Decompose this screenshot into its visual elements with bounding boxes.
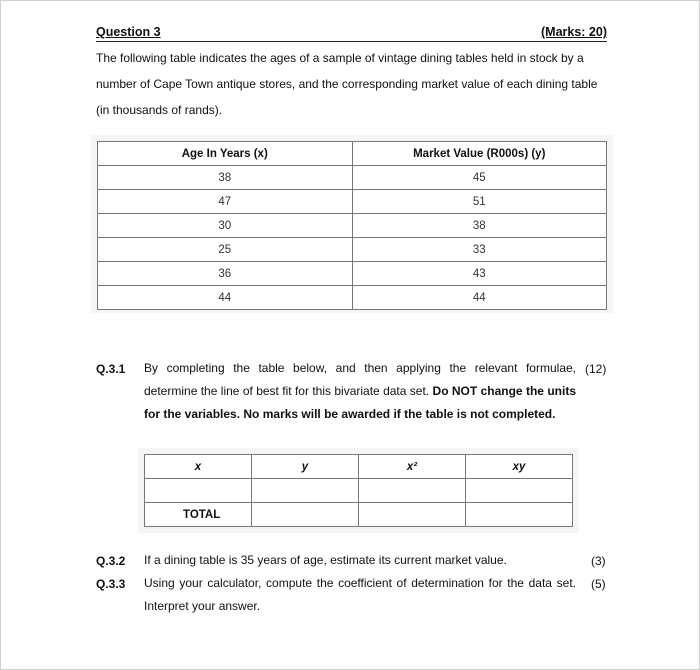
table-row [98, 238, 607, 262]
age-cell: 47 [98, 190, 353, 214]
question-title: Question 3 [96, 25, 161, 39]
data-table-header-row [98, 142, 607, 166]
work-table [144, 454, 573, 527]
header-xy: xy [466, 455, 573, 479]
empty-cell [466, 479, 573, 503]
table-row [98, 190, 607, 214]
table-row [98, 286, 607, 310]
header-x-squared: x² [359, 455, 466, 479]
value-cell: 51 [352, 190, 607, 214]
empty-cell [359, 479, 466, 503]
age-cell: 36 [98, 262, 353, 286]
table-row [145, 479, 573, 503]
header-y: y [252, 455, 359, 479]
question-marks: (Marks: 20) [541, 25, 607, 39]
q31-units-warning: Do NOT change the units for the variables. [144, 384, 576, 421]
empty-cell [359, 503, 466, 527]
table-row [98, 214, 607, 238]
table-row [98, 166, 607, 190]
total-label: TOTAL [145, 503, 252, 527]
value-cell: 43 [352, 262, 607, 286]
age-cell: 44 [98, 286, 353, 310]
total-row [145, 503, 573, 527]
q32-number: Q.3.2 [96, 554, 126, 568]
empty-cell [252, 479, 359, 503]
empty-cell [252, 503, 359, 527]
value-cell: 33 [352, 238, 607, 262]
age-cell: 25 [98, 238, 353, 262]
header-x: x [145, 455, 252, 479]
q33-marks: (5) [591, 577, 606, 591]
q32-marks: (3) [591, 554, 606, 568]
q31-instruction: By completing the table below, and then applying the relevant formulae, determine the line of best fit for this bivariate data set. [144, 361, 576, 398]
q31-number: Q.3.1 [96, 362, 126, 376]
question-intro: The following table indicates the ages of a sample of vintage dining tables held in stock by a number of Cape Town antique stores, and the corresponding market value of each dining table (in thousands of rands). [96, 51, 598, 117]
q31-text [144, 357, 576, 426]
work-table-header-row [145, 455, 573, 479]
value-cell: 44 [352, 286, 607, 310]
value-cell: 38 [352, 214, 607, 238]
table-row [98, 262, 607, 286]
header-market-value: Market Value (R000s) (y) [352, 142, 607, 166]
data-table [97, 141, 607, 310]
age-cell: 30 [98, 214, 353, 238]
q31-marks: (12) [585, 362, 607, 376]
q33-text: Using your calculator, compute the coefficient of determination for the data set. Interpret your answer. [144, 576, 576, 613]
value-cell: 45 [352, 166, 607, 190]
q31-completion-warning: No marks will be awarded if the table is not completed. [243, 407, 556, 421]
empty-cell [466, 503, 573, 527]
age-cell: 38 [98, 166, 353, 190]
empty-cell [145, 479, 252, 503]
question-header [96, 23, 607, 42]
q33-number: Q.3.3 [96, 577, 126, 591]
header-age: Age In Years (x) [98, 142, 353, 166]
q32-text: If a dining table is 35 years of age, estimate its current market value. [144, 553, 507, 567]
